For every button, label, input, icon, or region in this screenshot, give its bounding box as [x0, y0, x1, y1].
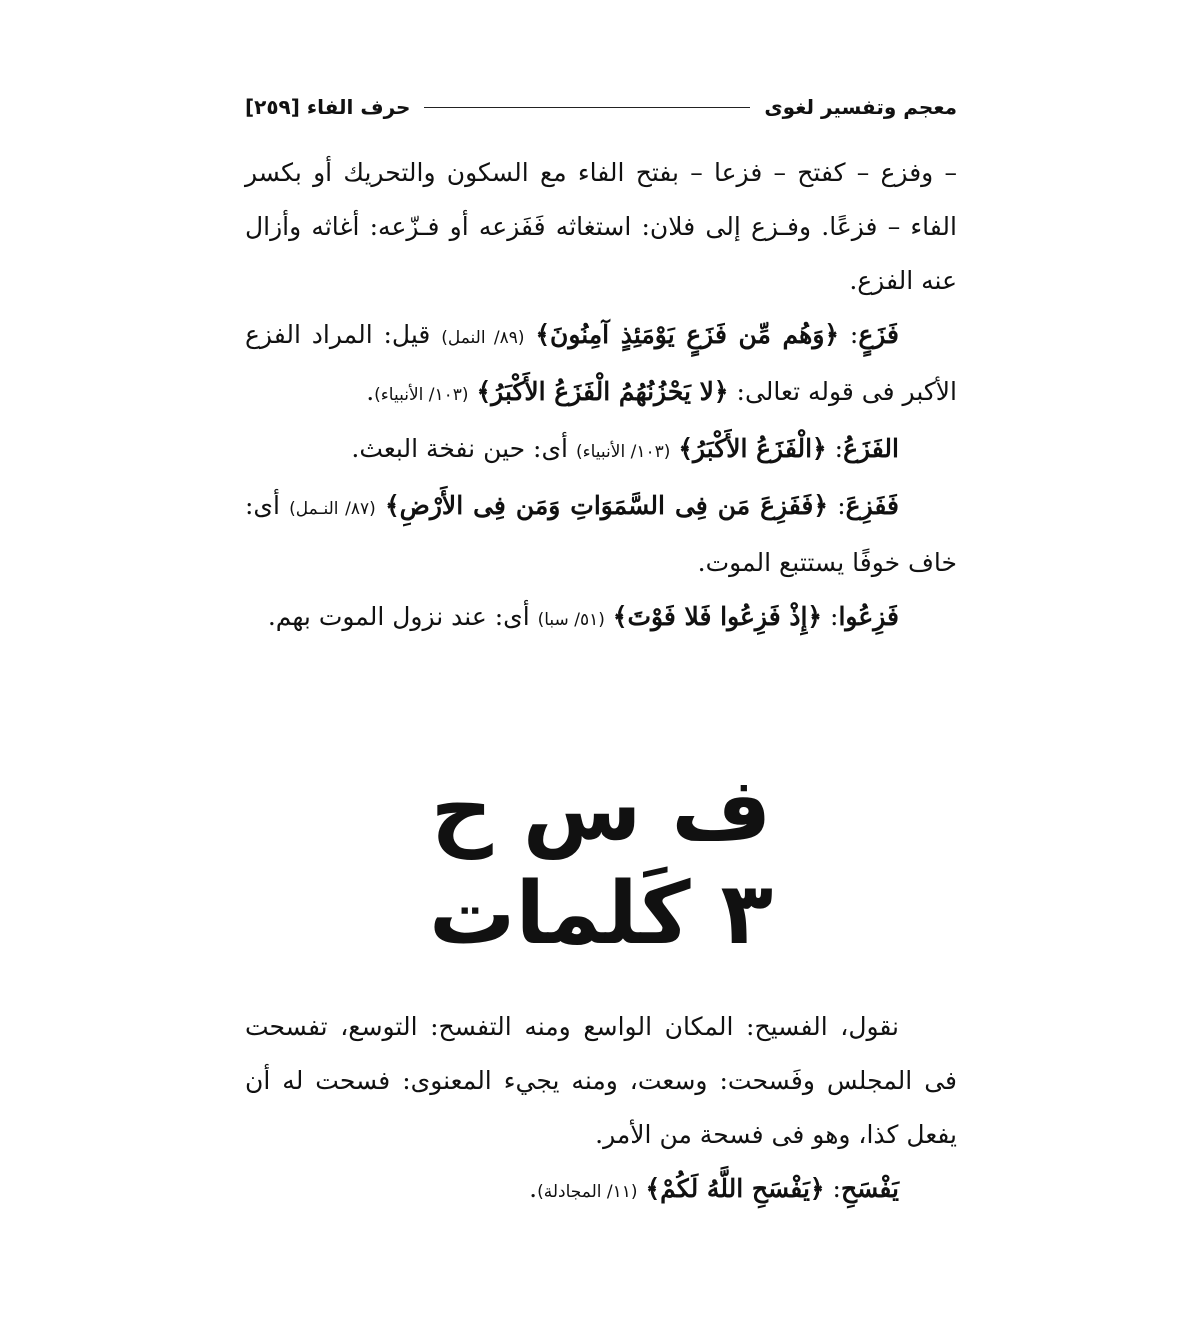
- entry-headword: الفَزَعُ: [843, 434, 899, 463]
- entry-headword: يَفْسَحِ: [840, 1174, 899, 1203]
- header-section-page: [245, 95, 410, 119]
- verse-reference: (١٠٣/ الأنبياء): [575, 442, 671, 462]
- header-section: حرف الفاء: [306, 95, 411, 119]
- intro-paragraph: – وفزع – كفتح – فزعا – بفتح الفاء مع السكون والتحريك أو بكسر الفاء – فزعًا. وفـزع إلى فلان: استغاثه فَفَزعه أو فـزّعه: أغاثه وأزال عنه الفزع.: [245, 158, 957, 295]
- verse-reference: (٨٩/ النمل): [441, 328, 525, 348]
- bottom-text-block: [245, 1000, 957, 1219]
- quran-quote: ﴿يَفْسَحِ اللَّهُ لَكُمْ﴾: [645, 1174, 825, 1203]
- quran-quote: ﴿فَفَزِعَ مَن فِى السَّمَوَاتِ وَمَن فِى الأَرْضِ﴾: [384, 491, 829, 520]
- quran-quote: ﴿لا يَحْزُنُهُمُ الْفَزَعُ الأَكْبَرُ﴾: [476, 377, 729, 406]
- entry-headword: فَزِعُوا: [838, 602, 899, 631]
- root-word-count: ٣ كَلمات: [429, 864, 773, 964]
- entry-headword: فَفَزِعَ: [845, 491, 899, 520]
- entry-explanation: أى: عند نزول الموت بهم.: [267, 602, 530, 631]
- entry-explanation: أى: حين نفخة البعث.: [351, 434, 568, 463]
- entry-fafazia: فَفَزِعَ: ﴿فَفَزِعَ مَن فِى السَّمَوَاتِ وَمَن فِى الأَرْضِ﴾ (٨٧/ النـمل) أى: خاف خوفًا يستتبع الموت.: [245, 491, 957, 577]
- header-title: معجم وتفسير لغوى: [764, 95, 957, 119]
- verse-reference: (١١/ المجادلة): [537, 1182, 638, 1202]
- entry-faziu: فَزِعُوا: ﴿إِذْ فَزِعُوا فَلا فَوْتَ﴾ (٥١/ سبا) أى: عند نزول الموت بهم.: [267, 602, 899, 631]
- quran-quote: ﴿الْفَزَعُ الأَكْبَرُ﴾: [678, 434, 827, 463]
- root-letters: ف س ح: [430, 760, 772, 860]
- running-header: [245, 92, 957, 122]
- entry-fazain: فَزَعٍ: ﴿وَهُم مِّن فَزَعٍ يَوْمَئِذٍ آمِنُونَ﴾ (٨٩/ النمل) قيل: المراد الفزع الأكبر فى قوله تعالى: ﴿لا يَحْزُنُهُمُ الْفَزَعُ الأَكْبَرُ﴾ (١٠٣/ الأنبياء).: [245, 320, 957, 406]
- verse-reference: (١٠٣/ الأنبياء): [374, 385, 469, 405]
- entry-explanation: قيل: المراد الفزع الأكبر فى قوله تعالى:: [245, 320, 957, 406]
- header-rule: [424, 107, 750, 108]
- quran-quote: ﴿وَهُم مِّن فَزَعٍ يَوْمَئِذٍ آمِنُونَ﴾: [535, 320, 840, 349]
- entry-yafsah: يَفْسَحِ: ﴿يَفْسَحِ اللَّهُ لَكُمْ﴾ (١١/ المجادلة).: [529, 1174, 899, 1203]
- header-page-number: [٢٥٩]: [245, 95, 300, 119]
- root-heading: [245, 758, 957, 966]
- entry-explanation: أى: خاف خوفًا يستتبع الموت.: [245, 491, 957, 577]
- verse-reference: (٥١/ سبا): [537, 610, 605, 630]
- entry-alfazau: الفَزَعُ: ﴿الْفَزَعُ الأَكْبَرُ﴾ (١٠٣/ الأنبياء) أى: حين نفخة البعث.: [351, 434, 899, 463]
- top-text-block: [245, 146, 957, 647]
- root-intro-paragraph: نقول، الفسيح: المكان الواسع ومنه التفسح: التوسع، تفسحت فى المجلس وفَسحت: وسعت، ومنه يجيء المعنوى: فسحت له أن يفعل كذا، وهو فى فسحة من الأمر.: [245, 1012, 957, 1149]
- entry-headword: فَزَعٍ: [858, 320, 900, 349]
- quran-quote: ﴿إِذْ فَزِعُوا فَلا فَوْتَ﴾: [612, 602, 823, 631]
- verse-reference: (٨٧/ النـمل): [289, 499, 376, 519]
